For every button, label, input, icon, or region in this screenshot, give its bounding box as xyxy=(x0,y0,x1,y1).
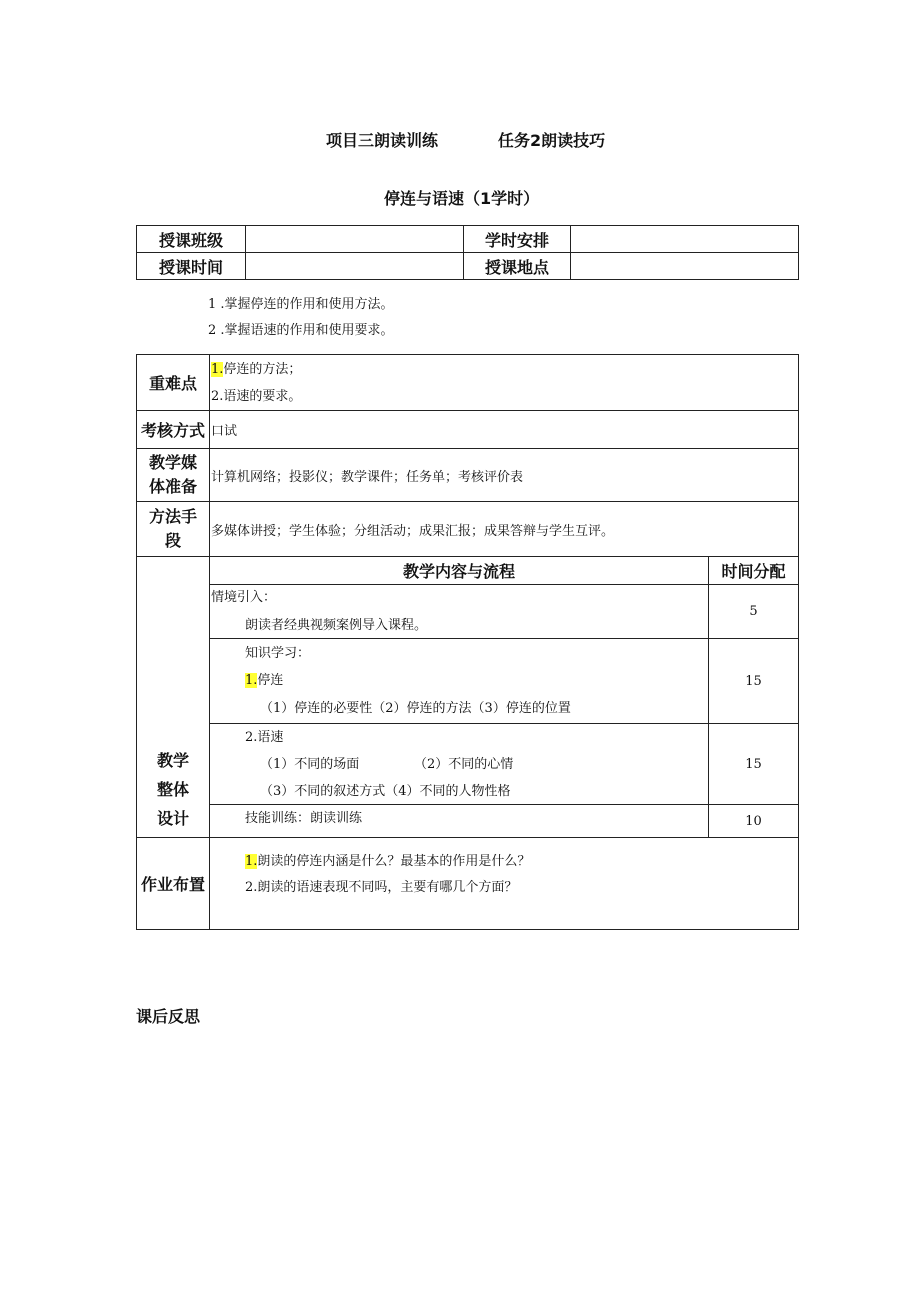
design-row-3-line3: （3）不同的叙述方式（4）不同的人物性格 xyxy=(260,784,511,799)
design-row-4 xyxy=(210,805,709,838)
key-points-label: 重难点 xyxy=(137,355,210,411)
assessment-value: 口试 xyxy=(210,411,799,449)
media-label xyxy=(137,449,210,502)
homework-item-1-num: 1. xyxy=(245,854,258,869)
key-points-cell xyxy=(210,355,799,411)
place-value xyxy=(571,253,799,280)
design-label xyxy=(137,557,210,838)
homework-cell xyxy=(210,838,799,930)
hours-label: 学时安排 xyxy=(464,226,571,253)
key-point-1 xyxy=(211,358,301,377)
lesson-title: 停连与语速（1学时） xyxy=(384,189,540,208)
design-row-4-line1: 技能训练：朗读训练 xyxy=(245,811,363,826)
objective-1: 1 .掌握停连的作用和使用方法。 xyxy=(208,297,394,312)
class-value xyxy=(246,226,464,253)
design-label-line1: 教学 xyxy=(156,751,189,770)
reflection-label: 课后反思 xyxy=(136,1007,201,1026)
design-row-3-line2a: （1）不同的场面 xyxy=(260,757,360,772)
key-point-2: 2.语速的要求。 xyxy=(211,389,302,404)
homework-item-2: 2.朗读的语速表现不同吗，主要有哪几个方面？ xyxy=(245,880,518,895)
design-row-1 xyxy=(210,585,709,639)
media-label-line2: 体准备 xyxy=(148,477,197,496)
design-row-2-line3: （1）停连的必要性（2）停连的方法（3）停连的位置 xyxy=(260,701,571,716)
homework-item-1 xyxy=(245,850,530,869)
class-label: 授课班级 xyxy=(137,226,246,253)
method-label-line1: 方法手 xyxy=(148,507,197,526)
design-row-3 xyxy=(210,724,709,805)
method-value: 多媒体讲授；学生体验；分组活动；成果汇报；成果答辩与学生互评。 xyxy=(210,502,799,557)
task-title: 任务2朗读技巧 xyxy=(498,131,606,150)
design-row-2-title: 停连 xyxy=(257,673,284,688)
design-col-time: 时间分配 xyxy=(709,557,799,585)
design-row-1-time: 5 xyxy=(709,585,799,639)
hours-value xyxy=(571,226,799,253)
time-label: 授课时间 xyxy=(137,253,246,280)
method-label xyxy=(137,502,210,557)
key-point-1-text: 停连的方法； xyxy=(223,362,302,377)
design-row-3-time: 15 xyxy=(709,724,799,805)
design-row-4-time: 10 xyxy=(709,805,799,838)
time-value xyxy=(246,253,464,280)
homework-item-1-text: 朗读的停连内涵是什么？最基本的作用是什么？ xyxy=(257,854,531,869)
project-title: 项目三朗读训练 xyxy=(326,131,439,150)
design-row-3-line2b: （2）不同的心情 xyxy=(414,757,514,772)
media-value: 计算机网络；投影仪；教学课件；任务单；考核评价表 xyxy=(210,449,799,502)
key-point-1-num: 1. xyxy=(211,362,224,377)
place-label: 授课地点 xyxy=(464,253,571,280)
design-col-content: 教学内容与流程 xyxy=(210,557,709,585)
design-row-2-line1: 知识学习： xyxy=(245,646,311,661)
design-row-2-time: 15 xyxy=(709,639,799,724)
homework-label: 作业布置 xyxy=(137,838,210,930)
design-row-2-num: 1. xyxy=(245,673,258,688)
design-row-1-line1: 情境引入： xyxy=(211,590,277,605)
design-row-2-line2 xyxy=(245,669,283,688)
info-table xyxy=(136,225,799,280)
objective-2: 2 .掌握语速的作用和使用要求。 xyxy=(208,323,394,338)
main-table xyxy=(136,354,799,930)
method-label-line2: 段 xyxy=(164,531,181,550)
design-label-line2: 整体 xyxy=(156,780,189,799)
design-row-1-line2: 朗读者经典视频案例导入课程。 xyxy=(245,618,428,633)
design-row-2 xyxy=(210,639,709,724)
design-row-3-line1: 2.语速 xyxy=(245,730,284,745)
assessment-label: 考核方式 xyxy=(137,411,210,449)
design-label-line3: 设计 xyxy=(156,809,189,828)
media-label-line1: 教学媒 xyxy=(148,453,197,472)
